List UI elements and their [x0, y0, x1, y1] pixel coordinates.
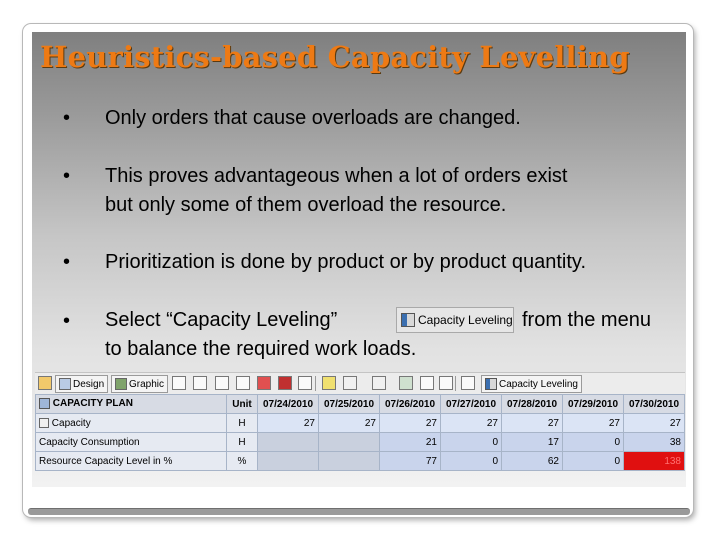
slide-title: Heuristics-based Capacity Levelling — [40, 40, 630, 74]
value-cell[interactable]: 77 — [380, 452, 441, 471]
value-cell[interactable] — [258, 433, 319, 452]
table-row[interactable] — [36, 414, 685, 433]
toolbar-separator — [455, 376, 456, 391]
sort-icon[interactable] — [461, 376, 475, 390]
bullet-text-line1a: Select “Capacity Leveling” — [105, 309, 338, 331]
design-button-label: Design — [73, 378, 105, 390]
table-icon[interactable] — [172, 376, 186, 390]
bullet-marker: • — [63, 165, 71, 187]
date-header: 07/28/2010 — [502, 395, 563, 414]
capacity-leveling-button[interactable] — [396, 307, 514, 333]
bullet-text: Prioritization is done by product or by product quantity. — [105, 251, 586, 273]
planning-toolbar — [35, 372, 685, 395]
date-header: 07/24/2010 — [258, 395, 319, 414]
table-title-cell — [36, 395, 227, 414]
folder-icon[interactable] — [38, 376, 52, 390]
date-header: 07/25/2010 — [319, 395, 380, 414]
value-cell[interactable]: 0 — [441, 433, 502, 452]
date-header: 07/26/2010 — [380, 395, 441, 414]
value-cell[interactable]: 27 — [380, 414, 441, 433]
row-label-text: Capacity — [51, 417, 91, 429]
capacity-leveling-button-label: Capacity Leveling — [418, 313, 513, 327]
bullet-text-line2: but only some of them overload the resource. — [105, 194, 507, 216]
toolbar-separator — [315, 376, 316, 391]
calendar-icon[interactable] — [439, 376, 453, 390]
value-cell[interactable]: 27 — [258, 414, 319, 433]
document-icon[interactable] — [236, 376, 250, 390]
bullet-marker: • — [63, 107, 71, 129]
expand-icon[interactable] — [39, 418, 49, 428]
value-cell[interactable] — [319, 452, 380, 471]
value-cell[interactable]: 21 — [380, 433, 441, 452]
slide-bottom-bar — [28, 508, 690, 515]
row-label[interactable]: Capacity Consumption — [36, 433, 227, 452]
list-icon[interactable] — [298, 376, 312, 390]
table-icon — [39, 398, 50, 409]
date-header: 07/30/2010 — [624, 395, 685, 414]
capacity-leveling-icon — [401, 313, 415, 327]
design-button[interactable] — [55, 375, 108, 393]
bullet-text-line2: to balance the required work loads. — [105, 338, 417, 360]
unit-cell[interactable]: % — [227, 452, 258, 471]
calculator-icon[interactable] — [215, 376, 229, 390]
graphic-button[interactable] — [111, 375, 168, 393]
value-cell[interactable]: 0 — [563, 433, 624, 452]
value-cell[interactable]: 0 — [563, 452, 624, 471]
copy-icon[interactable] — [193, 376, 207, 390]
graphic-icon — [115, 378, 127, 390]
value-cell[interactable]: 62 — [502, 452, 563, 471]
bullet-marker: • — [63, 310, 71, 332]
delete-icon[interactable] — [257, 376, 271, 390]
unit-cell[interactable]: H — [227, 414, 258, 433]
value-cell[interactable]: 27 — [624, 414, 685, 433]
value-cell[interactable]: 27 — [502, 414, 563, 433]
overload-value-cell[interactable]: 138 — [624, 452, 685, 471]
table-row[interactable] — [36, 433, 685, 452]
row-label[interactable]: Resource Capacity Level in % — [36, 452, 227, 471]
bullet-text: Only orders that cause overloads are changed. — [105, 107, 521, 129]
capacity-plan-table — [35, 394, 685, 471]
table-header-row — [36, 395, 685, 414]
date-header: 07/29/2010 — [563, 395, 624, 414]
toolbar-capacity-leveling-label: Capacity Leveling — [499, 378, 578, 390]
unit-header: Unit — [227, 395, 258, 414]
value-cell[interactable]: 0 — [441, 452, 502, 471]
grid-icon[interactable] — [399, 376, 413, 390]
value-cell[interactable] — [319, 433, 380, 452]
help-icon[interactable] — [322, 376, 336, 390]
date-header: 07/27/2010 — [441, 395, 502, 414]
table-title: CAPACITY PLAN — [52, 398, 133, 410]
design-icon — [59, 378, 71, 390]
row-label[interactable] — [36, 414, 227, 433]
bullet-text-line1b: from the menu — [522, 309, 651, 331]
toolbar-capacity-leveling-button[interactable] — [481, 375, 582, 393]
value-cell[interactable] — [258, 452, 319, 471]
period-icon[interactable] — [420, 376, 434, 390]
bullet-text-line1: This proves advantageous when a lot of orders exist — [105, 165, 568, 187]
unit-cell[interactable]: H — [227, 433, 258, 452]
table-row[interactable] — [36, 452, 685, 471]
value-cell[interactable]: 27 — [563, 414, 624, 433]
value-cell[interactable]: 17 — [502, 433, 563, 452]
value-cell[interactable]: 27 — [441, 414, 502, 433]
value-cell[interactable]: 27 — [319, 414, 380, 433]
value-cell[interactable]: 38 — [624, 433, 685, 452]
percent-up-icon[interactable] — [343, 376, 357, 390]
percent-down-icon[interactable] — [372, 376, 386, 390]
bullet-marker: • — [63, 251, 71, 273]
graphic-button-label: Graphic — [129, 378, 165, 390]
stop-icon[interactable] — [278, 376, 292, 390]
capacity-leveling-icon — [485, 378, 497, 390]
